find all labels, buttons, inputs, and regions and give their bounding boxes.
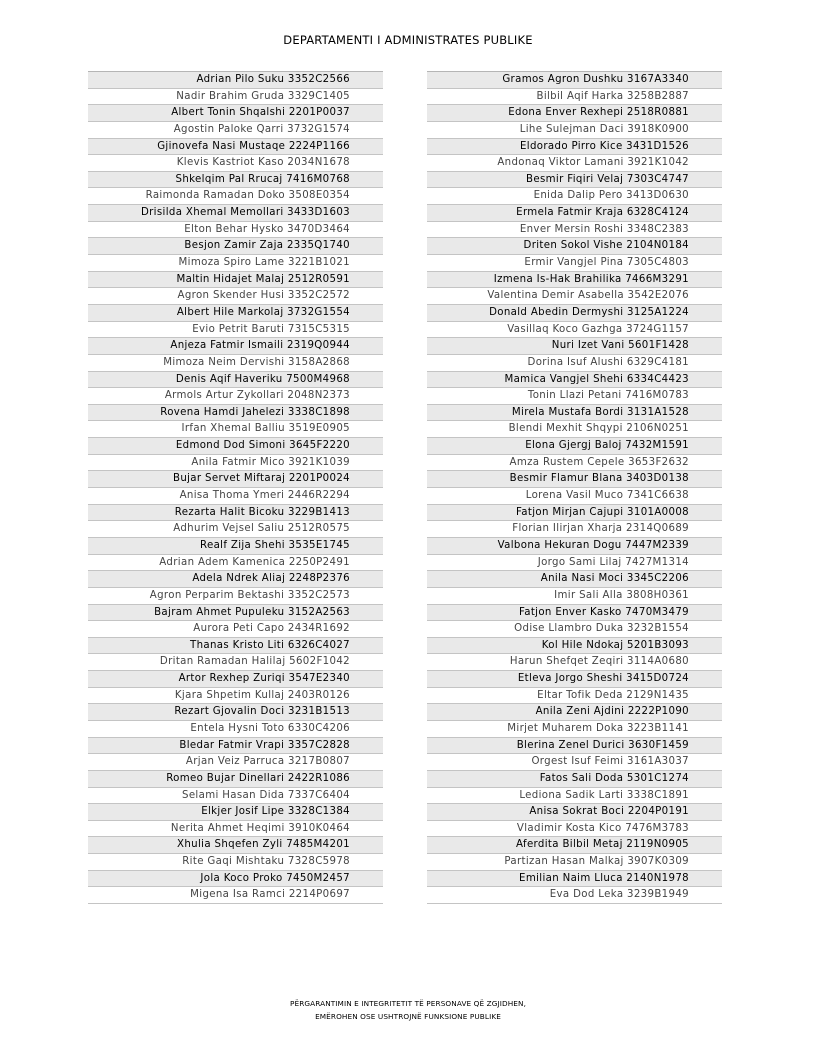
list-item: Anila Nasi Moci 3345C2206 bbox=[427, 571, 722, 588]
list-item: Anisa Sokrat Boci 2204P0191 bbox=[427, 804, 722, 821]
footer-line-1: PËRGARANTIMIN E INTEGRITETIT TË PERSONAVE QË ZGJIDHEN, bbox=[290, 999, 526, 1008]
list-item: Vasillaq Koco Gazhga 3724G1157 bbox=[427, 322, 722, 339]
list-item: Besmir Fiqiri Velaj 7303C4747 bbox=[427, 172, 722, 189]
list-item: Kol Hile Ndokaj 5201B3093 bbox=[427, 638, 722, 655]
list-item: Blendi Mexhit Shqypi 2106N0251 bbox=[427, 421, 722, 438]
list-item: Irfan Xhemal Balliu 3519E0905 bbox=[88, 421, 383, 438]
list-item: Emilian Naim Lluca 2140N1978 bbox=[427, 871, 722, 888]
list-item: Realf Zija Shehi 3535E1745 bbox=[88, 538, 383, 555]
list-item: Anisa Thoma Ymeri 2446R2294 bbox=[88, 488, 383, 505]
list-item: Ermela Fatmir Kraja 6328C4124 bbox=[427, 205, 722, 222]
list-item: Orgest Isuf Feimi 3161A3037 bbox=[427, 754, 722, 771]
list-item: Jola Koco Proko 7450M2457 bbox=[88, 871, 383, 888]
list-item: Lihe Sulejman Daci 3918K0900 bbox=[427, 122, 722, 139]
list-item: Mimoza Neim Dervishi 3158A2868 bbox=[88, 355, 383, 372]
list-item: Besmir Flamur Blana 3403D0138 bbox=[427, 471, 722, 488]
list-item: Kjara Shpetim Kullaj 2403R0126 bbox=[88, 688, 383, 705]
list-item: Harun Shefqet Zeqiri 3114A0680 bbox=[427, 654, 722, 671]
list-item: Gramos Agron Dushku 3167A3340 bbox=[427, 72, 722, 89]
list-item: Blerina Zenel Durici 3630F1459 bbox=[427, 738, 722, 755]
left-name-list bbox=[88, 71, 383, 904]
list-item: Nadir Brahim Gruda 3329C1405 bbox=[88, 89, 383, 106]
list-item: Albert Hile Markolaj 3732G1554 bbox=[88, 305, 383, 322]
list-item: Bilbil Aqif Harka 3258B2887 bbox=[427, 89, 722, 106]
list-item: Maltin Hidajet Malaj 2512R0591 bbox=[88, 272, 383, 289]
list-item: Bledar Fatmir Vrapi 3357C2828 bbox=[88, 738, 383, 755]
list-item: Adrian Adem Kamenica 2250P2491 bbox=[88, 555, 383, 572]
list-item: Amza Rustem Cepele 3653F2632 bbox=[427, 455, 722, 472]
list-item: Besjon Zamir Zaja 2335Q1740 bbox=[88, 238, 383, 255]
list-item: Fatos Sali Doda 5301C1274 bbox=[427, 771, 722, 788]
footer-line-2: EMËROHEN OSE USHTROJNË FUNKSIONE PUBLIKE bbox=[315, 1011, 501, 1021]
list-item: Rezart Gjovalin Doci 3231B1513 bbox=[88, 704, 383, 721]
list-item: Dritan Ramadan Halilaj 5602F1042 bbox=[88, 654, 383, 671]
list-item: Donald Abedin Dermyshi 3125A1224 bbox=[427, 305, 722, 322]
list-item: Selami Hasan Dida 7337C6404 bbox=[88, 788, 383, 805]
list-item: Dorina Isuf Alushi 6329C4181 bbox=[427, 355, 722, 372]
list-item: Agron Skender Husi 3352C2572 bbox=[88, 288, 383, 305]
list-item: Izmena Is-Hak Brahilika 7466M3291 bbox=[427, 272, 722, 289]
list-item: Thanas Kristo Liti 6326C4027 bbox=[88, 638, 383, 655]
list-item: Albert Tonin Shqalshi 2201P0037 bbox=[88, 105, 383, 122]
list-item: Bajram Ahmet Pupuleku 3152A2563 bbox=[88, 605, 383, 622]
list-item: Imir Sali Alla 3808H0361 bbox=[427, 588, 722, 605]
list-item: Denis Aqif Haveriku 7500M4968 bbox=[88, 372, 383, 389]
list-item: Rovena Hamdi Jahelezi 3338C1898 bbox=[88, 405, 383, 422]
list-item: Adela Ndrek Aliaj 2248P2376 bbox=[88, 571, 383, 588]
list-item: Artor Rexhep Zuriqi 3547E2340 bbox=[88, 671, 383, 688]
list-item: Partizan Hasan Malkaj 3907K0309 bbox=[427, 854, 722, 871]
list-item: Klevis Kastriot Kaso 2034N1678 bbox=[88, 155, 383, 172]
list-item: Eva Dod Leka 3239B1949 bbox=[427, 887, 722, 904]
list-item: Romeo Bujar Dinellari 2422R1086 bbox=[88, 771, 383, 788]
list-item: Gjinovefa Nasi Mustaqe 2224P1166 bbox=[88, 139, 383, 156]
list-item: Mimoza Spiro Lame 3221B1021 bbox=[88, 255, 383, 272]
list-item: Aferdita Bilbil Metaj 2119N0905 bbox=[427, 837, 722, 854]
list-item: Lorena Vasil Muco 7341C6638 bbox=[427, 488, 722, 505]
page-footer bbox=[0, 998, 816, 1023]
list-item: Driten Sokol Vishe 2104N0184 bbox=[427, 238, 722, 255]
list-item: Anjeza Fatmir Ismaili 2319Q0944 bbox=[88, 338, 383, 355]
list-item: Evio Petrit Baruti 7315C5315 bbox=[88, 322, 383, 339]
list-item: Enver Mersin Roshi 3348C2383 bbox=[427, 222, 722, 239]
list-item: Nuri Izet Vani 5601F1428 bbox=[427, 338, 722, 355]
list-item: Aurora Peti Capo 2434R1692 bbox=[88, 621, 383, 638]
list-item: Agron Perparim Bektashi 3352C2573 bbox=[88, 588, 383, 605]
list-item: Elton Behar Hysko 3470D3464 bbox=[88, 222, 383, 239]
list-item: Anila Zeni Ajdini 2222P1090 bbox=[427, 704, 722, 721]
list-item: Florian Ilirjan Xharja 2314Q0689 bbox=[427, 521, 722, 538]
list-item: Shkelqim Pal Rrucaj 7416M0768 bbox=[88, 172, 383, 189]
list-item: Entela Hysni Toto 6330C4206 bbox=[88, 721, 383, 738]
list-item: Fatjon Enver Kasko 7470M3479 bbox=[427, 605, 722, 622]
list-item: Mirela Mustafa Bordi 3131A1528 bbox=[427, 405, 722, 422]
list-item: Elkjer Josif Lipe 3328C1384 bbox=[88, 804, 383, 821]
list-item: Elona Gjergj Baloj 7432M1591 bbox=[427, 438, 722, 455]
list-item: Lediona Sadik Larti 3338C1891 bbox=[427, 788, 722, 805]
list-item: Valbona Hekuran Dogu 7447M2339 bbox=[427, 538, 722, 555]
list-item: Rezarta Halit Bicoku 3229B1413 bbox=[88, 505, 383, 522]
list-item: Vladimir Kosta Kico 7476M3783 bbox=[427, 821, 722, 838]
list-item: Bujar Servet Miftaraj 2201P0024 bbox=[88, 471, 383, 488]
list-item: Adhurim Vejsel Saliu 2512R0575 bbox=[88, 521, 383, 538]
list-item: Arjan Veiz Parruca 3217B0807 bbox=[88, 754, 383, 771]
list-item: Nerita Ahmet Heqimi 3910K0464 bbox=[88, 821, 383, 838]
list-item: Xhulia Shqefen Zyli 7485M4201 bbox=[88, 837, 383, 854]
list-item: Adrian Pilo Suku 3352C2566 bbox=[88, 72, 383, 89]
list-item: Tonin Llazi Petani 7416M0783 bbox=[427, 388, 722, 405]
list-item: Eltar Tofik Deda 2129N1435 bbox=[427, 688, 722, 705]
list-item: Agostin Paloke Qarri 3732G1574 bbox=[88, 122, 383, 139]
list-item: Eldorado Pirro Kice 3431D1526 bbox=[427, 139, 722, 156]
list-item: Armols Artur Zykollari 2048N2373 bbox=[88, 388, 383, 405]
list-item: Edmond Dod Simoni 3645F2220 bbox=[88, 438, 383, 455]
list-item: Jorgo Sami Lilaj 7427M1314 bbox=[427, 555, 722, 572]
list-item: Fatjon Mirjan Cajupi 3101A0008 bbox=[427, 505, 722, 522]
page-title: DEPARTAMENTI I ADMINISTRATES PUBLIKE bbox=[283, 33, 533, 47]
list-item: Migena Isa Ramci 2214P0697 bbox=[88, 887, 383, 904]
list-item: Odise Llambro Duka 3232B1554 bbox=[427, 621, 722, 638]
list-item: Enida Dalip Pero 3413D0630 bbox=[427, 188, 722, 205]
list-item: Rite Gaqi Mishtaku 7328C5978 bbox=[88, 854, 383, 871]
list-item: Mirjet Muharem Doka 3223B1141 bbox=[427, 721, 722, 738]
list-item: Ermir Vangjel Pina 7305C4803 bbox=[427, 255, 722, 272]
list-item: Etleva Jorgo Sheshi 3415D0724 bbox=[427, 671, 722, 688]
list-item: Andonaq Viktor Lamani 3921K1042 bbox=[427, 155, 722, 172]
right-name-list bbox=[427, 71, 722, 904]
list-item: Valentina Demir Asabella 3542E2076 bbox=[427, 288, 722, 305]
list-item: Edona Enver Rexhepi 2518R0881 bbox=[427, 105, 722, 122]
list-item: Anila Fatmir Mico 3921K1039 bbox=[88, 455, 383, 472]
list-item: Mamica Vangjel Shehi 6334C4423 bbox=[427, 372, 722, 389]
list-item: Raimonda Ramadan Doko 3508E0354 bbox=[88, 188, 383, 205]
list-item: Drisilda Xhemal Memollari 3433D1603 bbox=[88, 205, 383, 222]
